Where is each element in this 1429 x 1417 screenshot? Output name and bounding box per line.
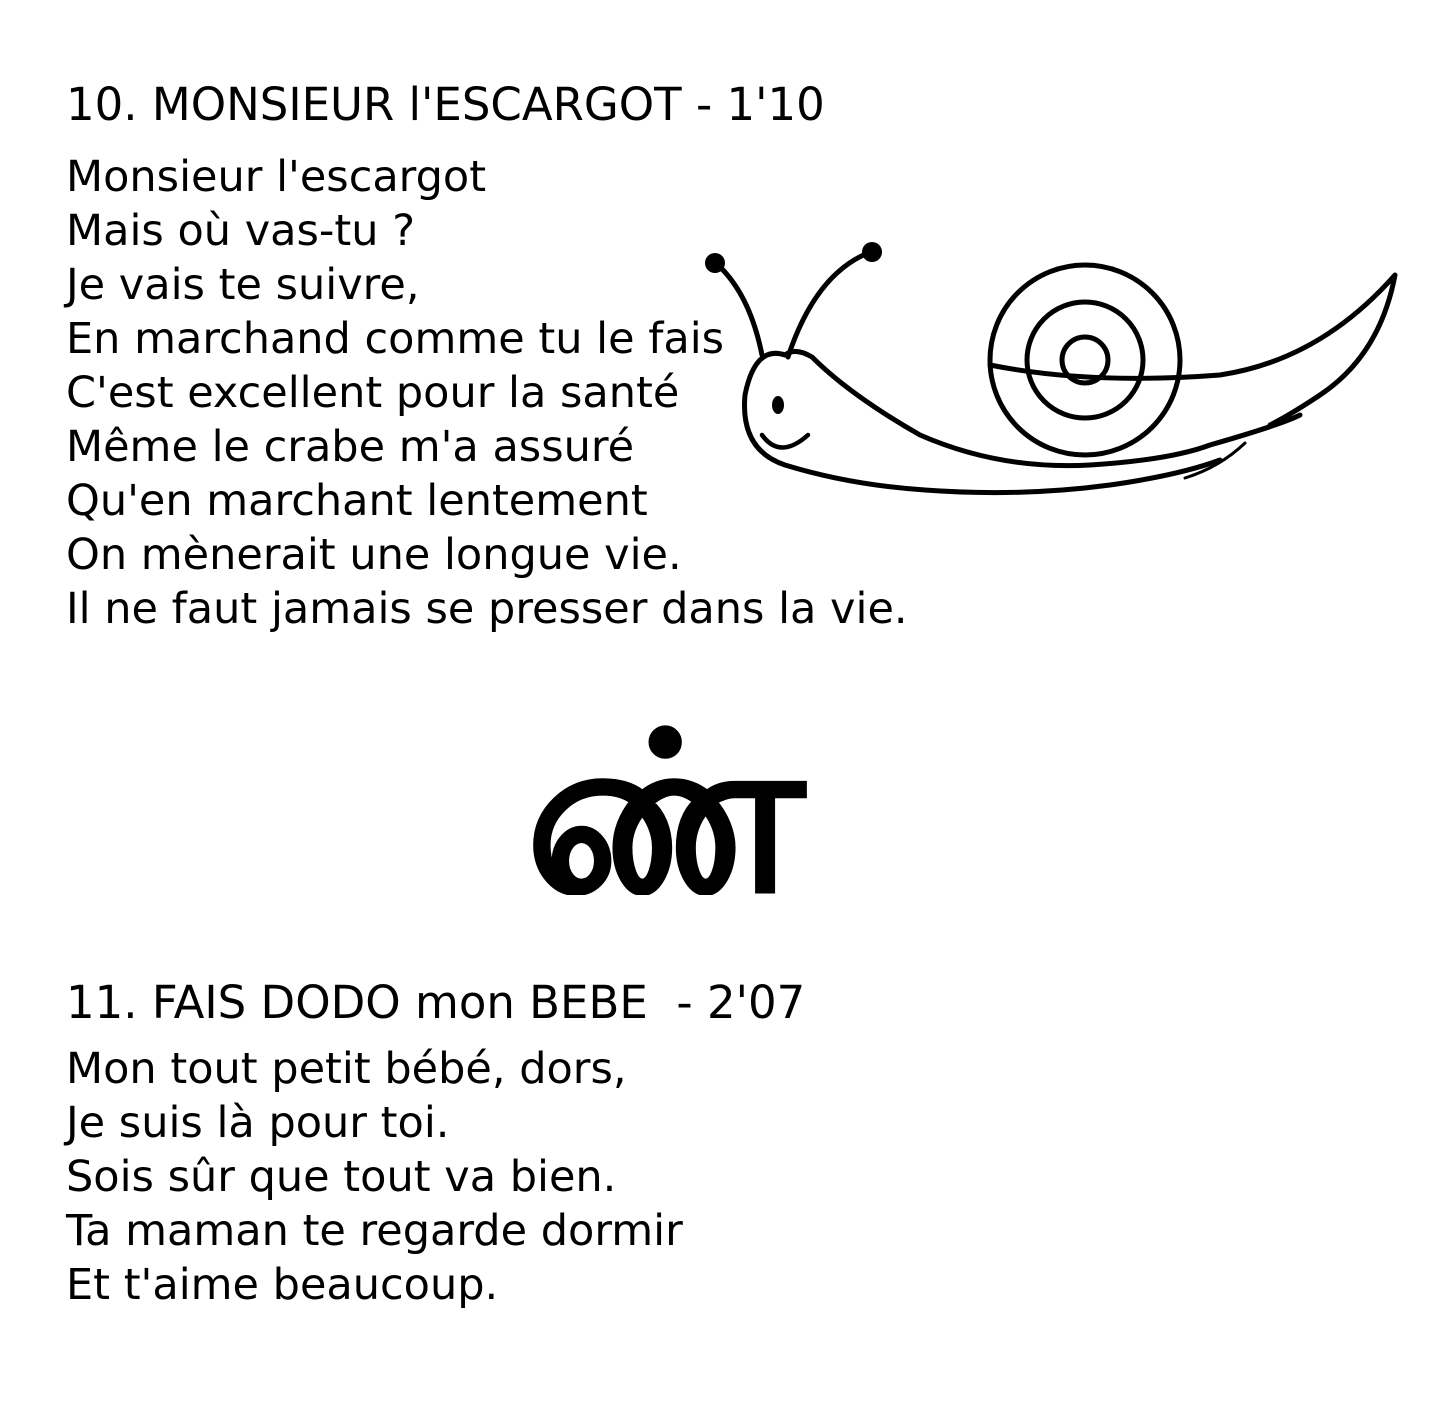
lyric-line: En marchand comme tu le fais [66, 314, 725, 364]
song-title-fais-dodo: 11. FAIS DODO mon BEBE - 2'07 [66, 976, 806, 1029]
song-lyrics-fais-dodo [66, 1042, 683, 1312]
lyric-line: Mais où vas-tu ? [66, 206, 416, 256]
lyric-line: Je vais te suivre, [66, 260, 420, 310]
tamil-letter-nna-icon [525, 690, 860, 895]
lyric-line: Même le crabe m'a assuré [66, 422, 635, 472]
snail-icon [700, 235, 1410, 505]
lyric-line: Et t'aime beaucoup. [66, 1260, 499, 1310]
svg-text:ண்: ண் [525, 690, 805, 895]
lyric-line: On mènerait une longue vie. [66, 530, 682, 580]
lyric-line: Sois sûr que tout va bien. [66, 1152, 617, 1202]
lyric-line: Ta maman te regarde dormir [66, 1206, 683, 1256]
lyric-line: Qu'en marchant lentement [66, 476, 648, 526]
lyric-line: Il ne faut jamais se presser dans la vie. [66, 584, 908, 634]
lyric-line: Mon tout petit bébé, dors, [66, 1044, 627, 1094]
lyric-line: C'est excellent pour la santé [66, 368, 680, 418]
lyric-line: Monsieur l'escargot [66, 152, 487, 202]
lyric-line: Je suis là pour toi. [66, 1098, 450, 1148]
song-title-monsieur-escargot: 10. MONSIEUR l'ESCARGOT - 1'10 [66, 78, 825, 131]
